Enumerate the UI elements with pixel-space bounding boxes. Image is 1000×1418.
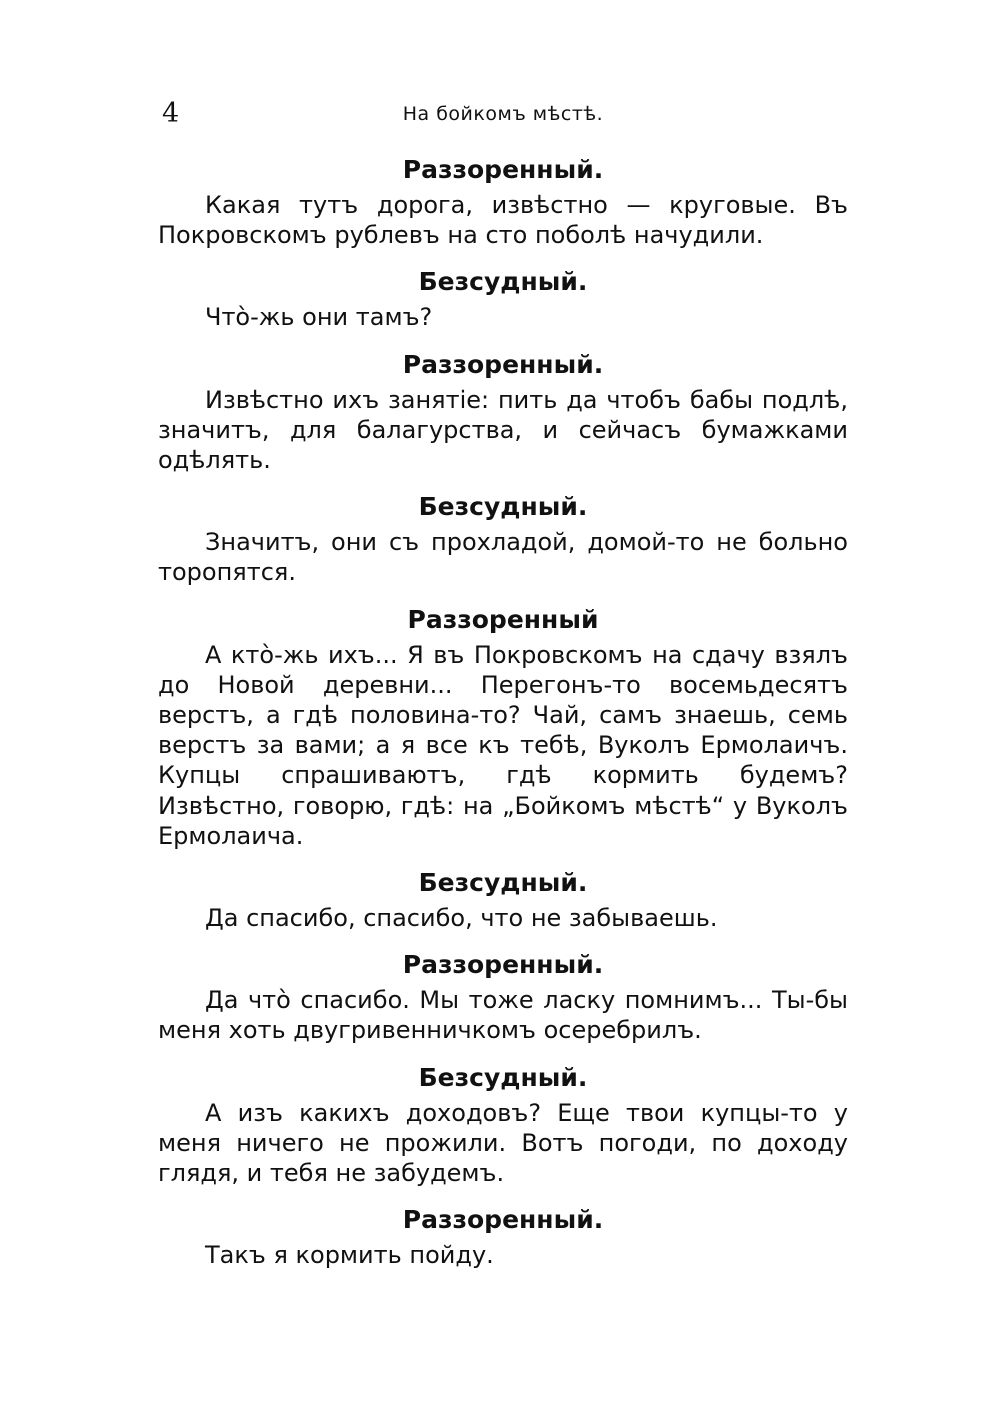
- dialogue-block: [158, 1200, 848, 1270]
- speaker-name: Безсудный.: [418, 267, 588, 297]
- dialogue-block: [158, 1058, 848, 1189]
- dialogue-block: [158, 345, 848, 476]
- speaker-name: Раззоренный: [407, 604, 599, 634]
- page-number: 4: [162, 98, 180, 129]
- dialogue-block: [158, 863, 848, 933]
- running-title: На бойкомъ мѣстѣ.: [402, 103, 604, 125]
- speaker-name: Раззоренный.: [402, 349, 604, 379]
- speech-text: Да спасибо, спасибо, что не забываешь.: [205, 904, 718, 933]
- speaker-name: Раззоренный.: [402, 1205, 604, 1235]
- dialogue-block: [158, 262, 848, 332]
- speech-text: Извѣстно ихъ занятіе: пить да чтобъ бабы подлѣ, значитъ, для балагурства, и сейчасъ бумажками одѣлять.: [158, 385, 848, 475]
- dialogue-block: [158, 487, 848, 587]
- speaker-name: Безсудный.: [418, 868, 588, 898]
- speech-text: А кто̀-жь ихъ... Я въ Покровскомъ на сдачу взялъ до Новой деревни... Перегонъ-то восемьдесятъ верстъ, а гдѣ половина-то? Чай, самъ знаешь, семь верстъ за вами; а я все къ тебѣ, Вуколъ Ермолаичъ. Купцы спрашиваютъ, гдѣ кормить будемъ? Извѣстно, говорю, гдѣ: на „Бойкомъ мѣстѣ“ у Вуколъ Ермолаича.: [158, 640, 848, 850]
- speech-text: Что̀-жь они тамъ?: [205, 303, 433, 332]
- speaker-name: Раззоренный.: [402, 950, 604, 980]
- speech-text: Какая тутъ дорога, извѣстно — круговые. Въ Покровскомъ рублевъ на сто поболѣ начудили.: [158, 191, 848, 250]
- dialogue-block: [158, 150, 848, 250]
- dialogue-block: [158, 600, 848, 851]
- speaker-name: Безсудный.: [418, 1062, 588, 1092]
- speaker-name: Раззоренный.: [402, 155, 604, 184]
- speaker-name: Безсудный.: [418, 492, 588, 522]
- page-header: [158, 96, 848, 136]
- speech-text: А изъ какихъ доходовъ? Еще твои купцы-то у меня ничего не прожили. Вотъ погоди, по доходу глядя, и тебя не забудемъ.: [158, 1098, 848, 1188]
- speech-text: Да что̀ спасибо. Мы тоже ласку помнимъ... Ты-бы меня хоть двугривенничкомъ осеребрилъ.: [158, 986, 848, 1045]
- play-text: [158, 150, 848, 1282]
- speech-text: Такъ я кормить пойду.: [205, 1241, 494, 1270]
- dialogue-block: [158, 945, 848, 1045]
- speech-text: Значитъ, они съ прохладой, домой-то не больно торопятся.: [158, 528, 848, 587]
